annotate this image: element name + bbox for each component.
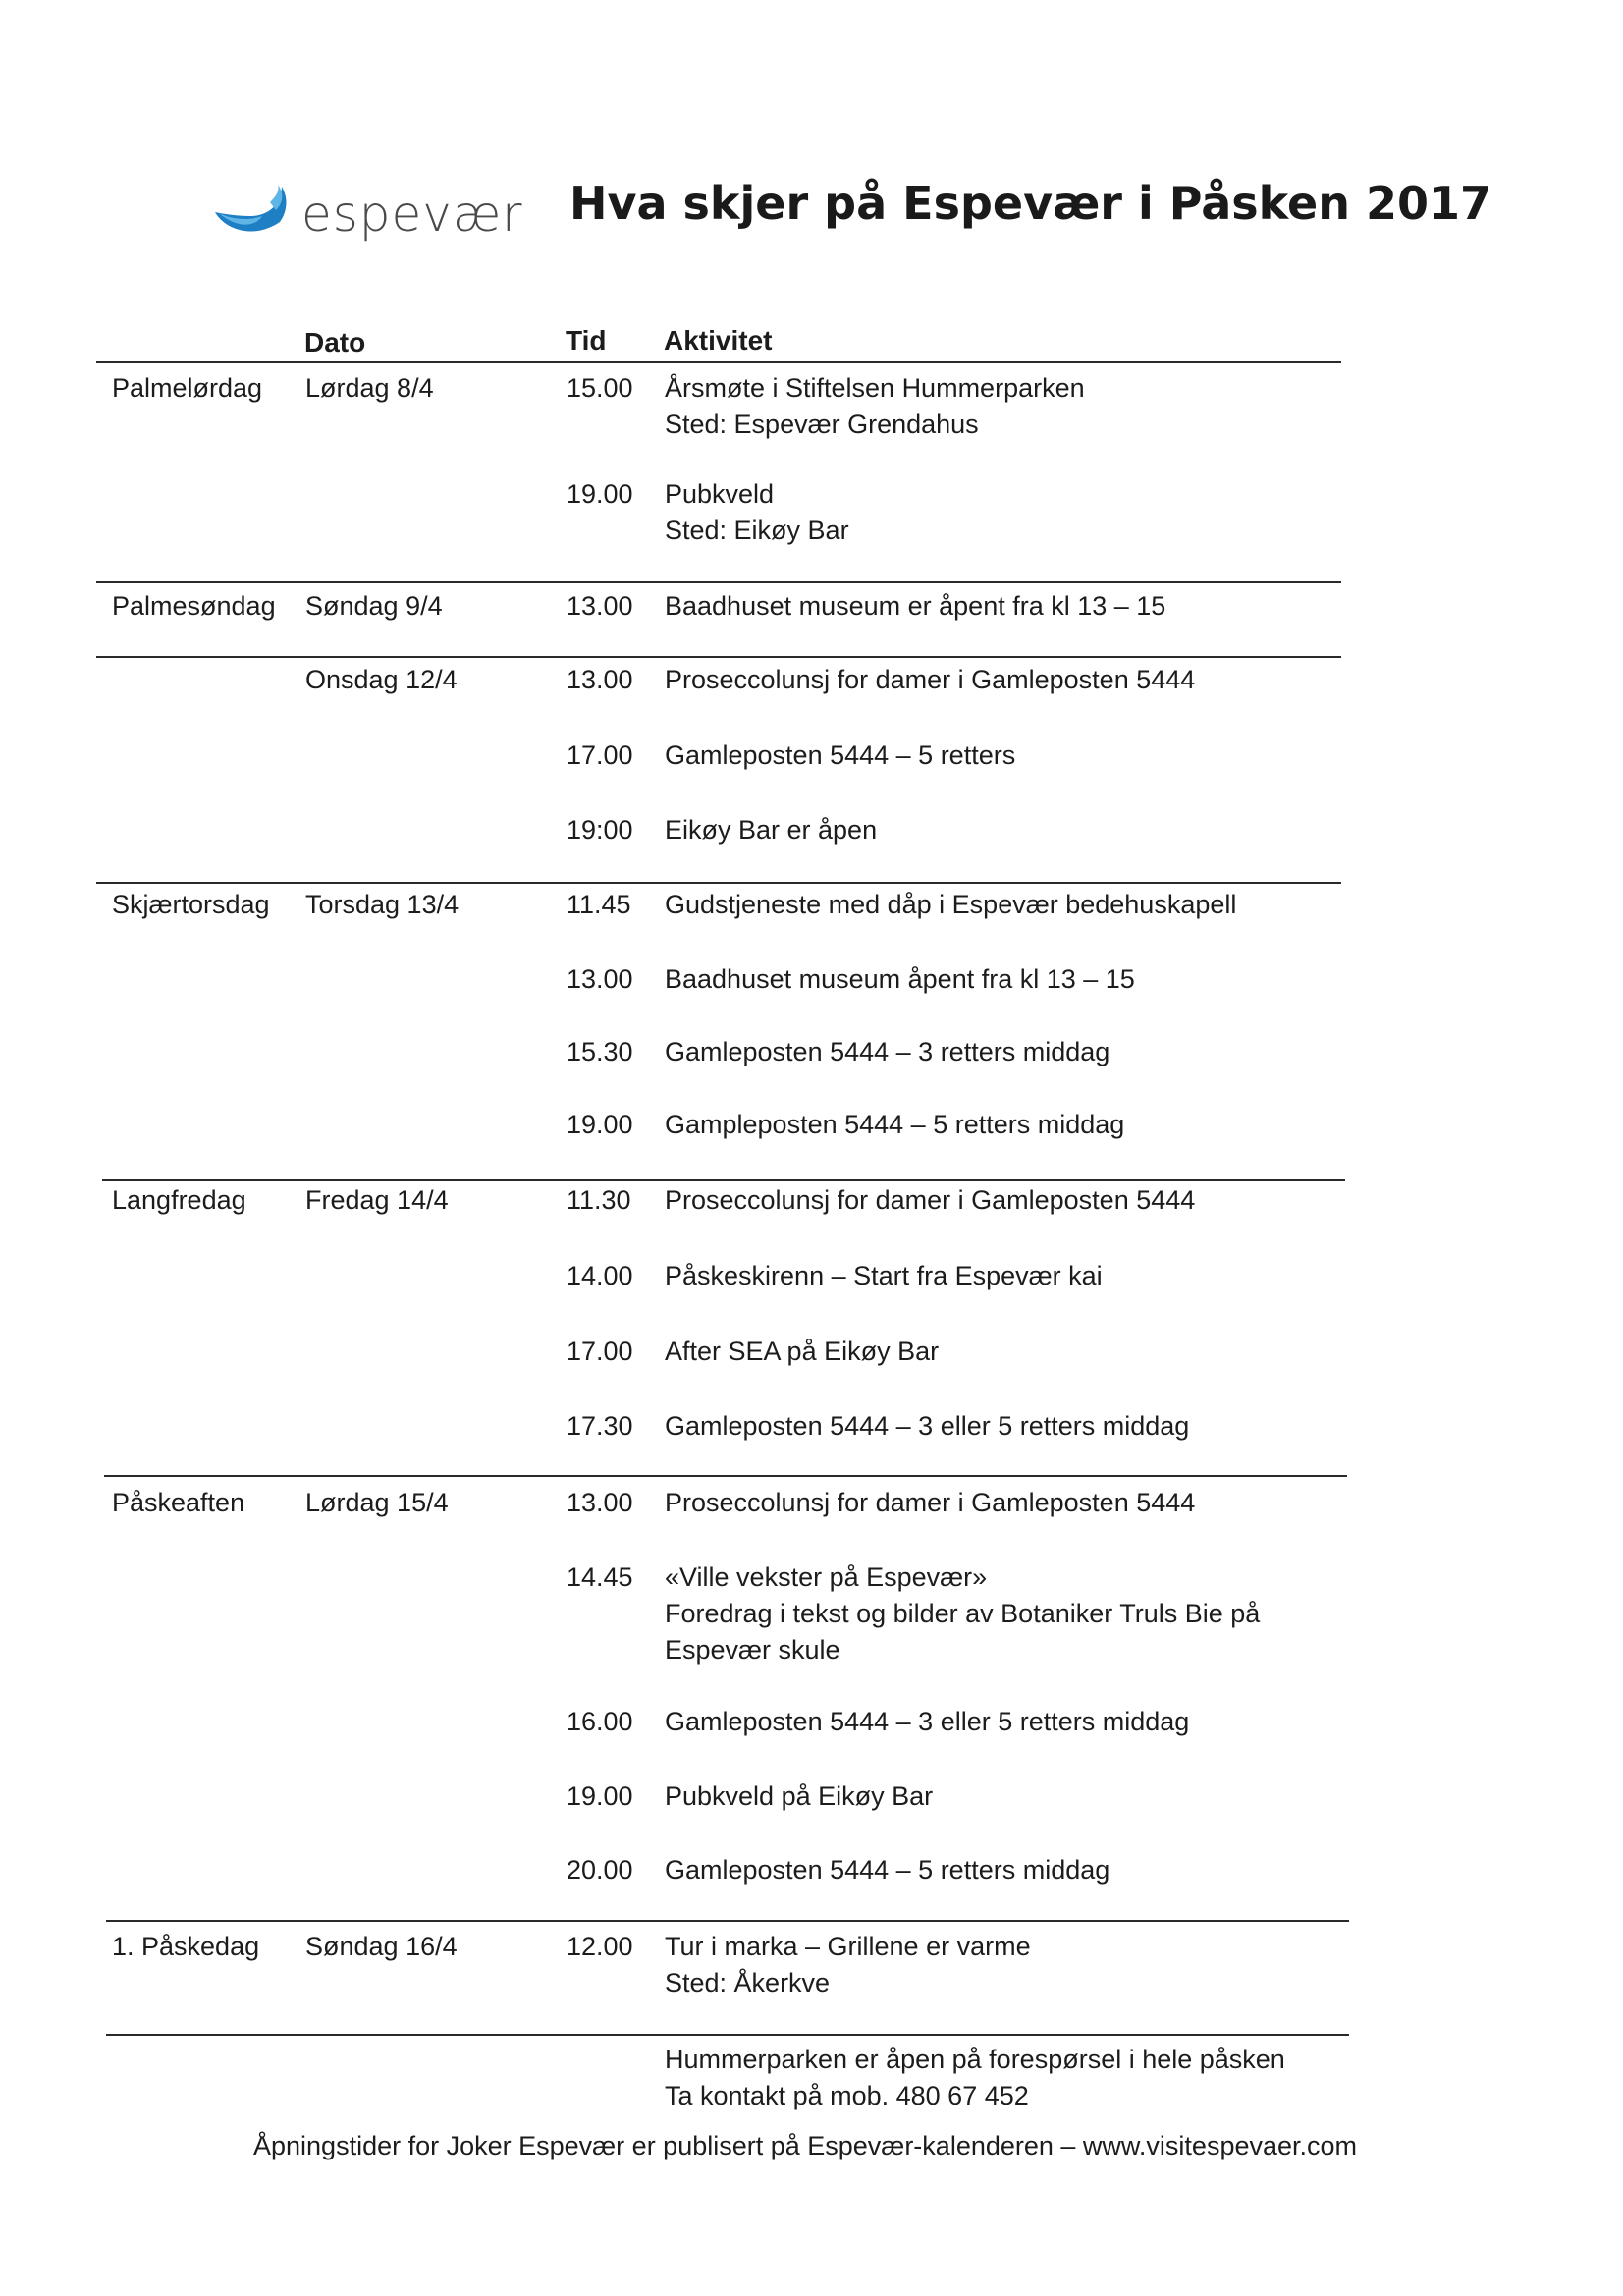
row-activity-line: Baadhuset museum åpent fra kl 13 – 15 (665, 964, 1135, 994)
row-activity-line: Sted: Eikøy Bar (665, 516, 849, 545)
row-activity-line: Gamleposten 5444 – 5 retters middag (665, 1855, 1110, 1885)
row-time: 19.00 (567, 1110, 633, 1139)
row-time: 13.00 (567, 591, 633, 621)
row-time: 11.45 (567, 890, 631, 919)
row-activity-line: Baadhuset museum er åpent fra kl 13 – 15 (665, 591, 1166, 621)
row-activity-line: Foredrag i tekst og bilder av Botaniker Truls Bie på (665, 1599, 1261, 1628)
row-divider (96, 882, 1341, 884)
row-time: 13.00 (567, 964, 633, 994)
page-title: Hva skjer på Espevær i Påsken 2017 (569, 177, 1492, 230)
footer-note: Åpningstider for Joker Espevær er publisert på Espevær-kalenderen – www.visitespevaer.com (253, 2131, 1358, 2160)
row-time: 12.00 (567, 1932, 633, 1961)
row-activity-line: Espevær skule (665, 1635, 840, 1665)
row-date: Lørdag 15/4 (305, 1488, 449, 1517)
header (211, 175, 1492, 253)
column-header-date: Dato (304, 327, 366, 357)
espevaer-wave-logo-icon (211, 183, 292, 246)
row-activity-line: Proseccolunsj for damer i Gamleposten 5444 (665, 1488, 1196, 1517)
row-activity-line: Årsmøte i Stiftelsen Hummerparken (665, 373, 1085, 403)
row-activity-line: Ta kontakt på mob. 480 67 452 (665, 2081, 1029, 2110)
row-time: 15.30 (567, 1037, 633, 1066)
row-day: Langfredag (112, 1185, 246, 1215)
row-activity-line: Pubkveld (665, 479, 775, 509)
row-time: 17.00 (567, 740, 633, 770)
row-activity-line: Gamleposten 5444 – 3 eller 5 retters middag (665, 1411, 1190, 1441)
row-divider (96, 361, 1341, 363)
row-activity-line: Sted: Åkerkve (665, 1968, 831, 1997)
row-activity-line: Påskeskirenn – Start fra Espevær kai (665, 1261, 1103, 1290)
row-activity-line: Gamleposten 5444 – 3 eller 5 retters middag (665, 1707, 1190, 1736)
row-time: 11.30 (567, 1185, 631, 1215)
row-divider (96, 656, 1341, 658)
row-day: Palmesøndag (112, 591, 276, 621)
row-activity-line: «Ville vekster på Espevær» (665, 1562, 988, 1592)
row-day: Påskeaften (112, 1488, 245, 1517)
row-time: 17.30 (567, 1411, 633, 1441)
row-activity-line: Gudstjeneste med dåp i Espevær bedehuskapell (665, 890, 1237, 919)
row-date: Fredag 14/4 (305, 1185, 449, 1215)
row-activity-line: Pubkveld på Eikøy Bar (665, 1781, 934, 1811)
row-activity-line: Proseccolunsj for damer i Gamleposten 5444 (665, 665, 1196, 694)
logo (211, 175, 523, 253)
row-time: 20.00 (567, 1855, 633, 1885)
column-header-activity: Aktivitet (664, 325, 773, 355)
column-header-time: Tid (566, 325, 607, 355)
row-activity-line: Gamleposten 5444 – 5 retters (665, 740, 1016, 770)
row-date: Lørdag 8/4 (305, 373, 434, 403)
row-divider (96, 581, 1341, 583)
row-day: Skjærtorsdag (112, 890, 270, 919)
row-time: 17.00 (567, 1337, 633, 1366)
row-activity-line: After SEA på Eikøy Bar (665, 1337, 940, 1366)
logo-text: espevær (301, 186, 523, 243)
row-date: Torsdag 13/4 (305, 890, 460, 919)
row-time: 19.00 (567, 479, 633, 509)
row-divider (106, 1920, 1349, 1922)
row-time: 15.00 (567, 373, 633, 403)
row-activity-line: Sted: Espevær Grendahus (665, 410, 979, 439)
row-time: 13.00 (567, 1488, 633, 1517)
row-activity-line: Tur i marka – Grillene er varme (665, 1932, 1031, 1961)
row-date: Onsdag 12/4 (305, 665, 458, 694)
row-date: Søndag 9/4 (305, 591, 443, 621)
row-time: 14.45 (567, 1562, 633, 1592)
row-day: 1. Påskedag (112, 1932, 260, 1961)
row-time: 16.00 (567, 1707, 633, 1736)
row-time: 19:00 (567, 815, 633, 845)
row-activity-line: Hummerparken er åpen på forespørsel i hele påsken (665, 2045, 1285, 2074)
row-activity-line: Gampleposten 5444 – 5 retters middag (665, 1110, 1125, 1139)
row-time: 13.00 (567, 665, 633, 694)
row-date: Søndag 16/4 (305, 1932, 458, 1961)
row-activity-line: Eikøy Bar er åpen (665, 815, 878, 845)
row-divider (104, 1475, 1347, 1477)
row-divider (106, 2034, 1349, 2036)
row-day: Palmelørdag (112, 373, 263, 403)
row-activity-line: Proseccolunsj for damer i Gamleposten 5444 (665, 1185, 1196, 1215)
row-time: 14.00 (567, 1261, 633, 1290)
row-activity-line: Gamleposten 5444 – 3 retters middag (665, 1037, 1110, 1066)
row-time: 19.00 (567, 1781, 633, 1811)
